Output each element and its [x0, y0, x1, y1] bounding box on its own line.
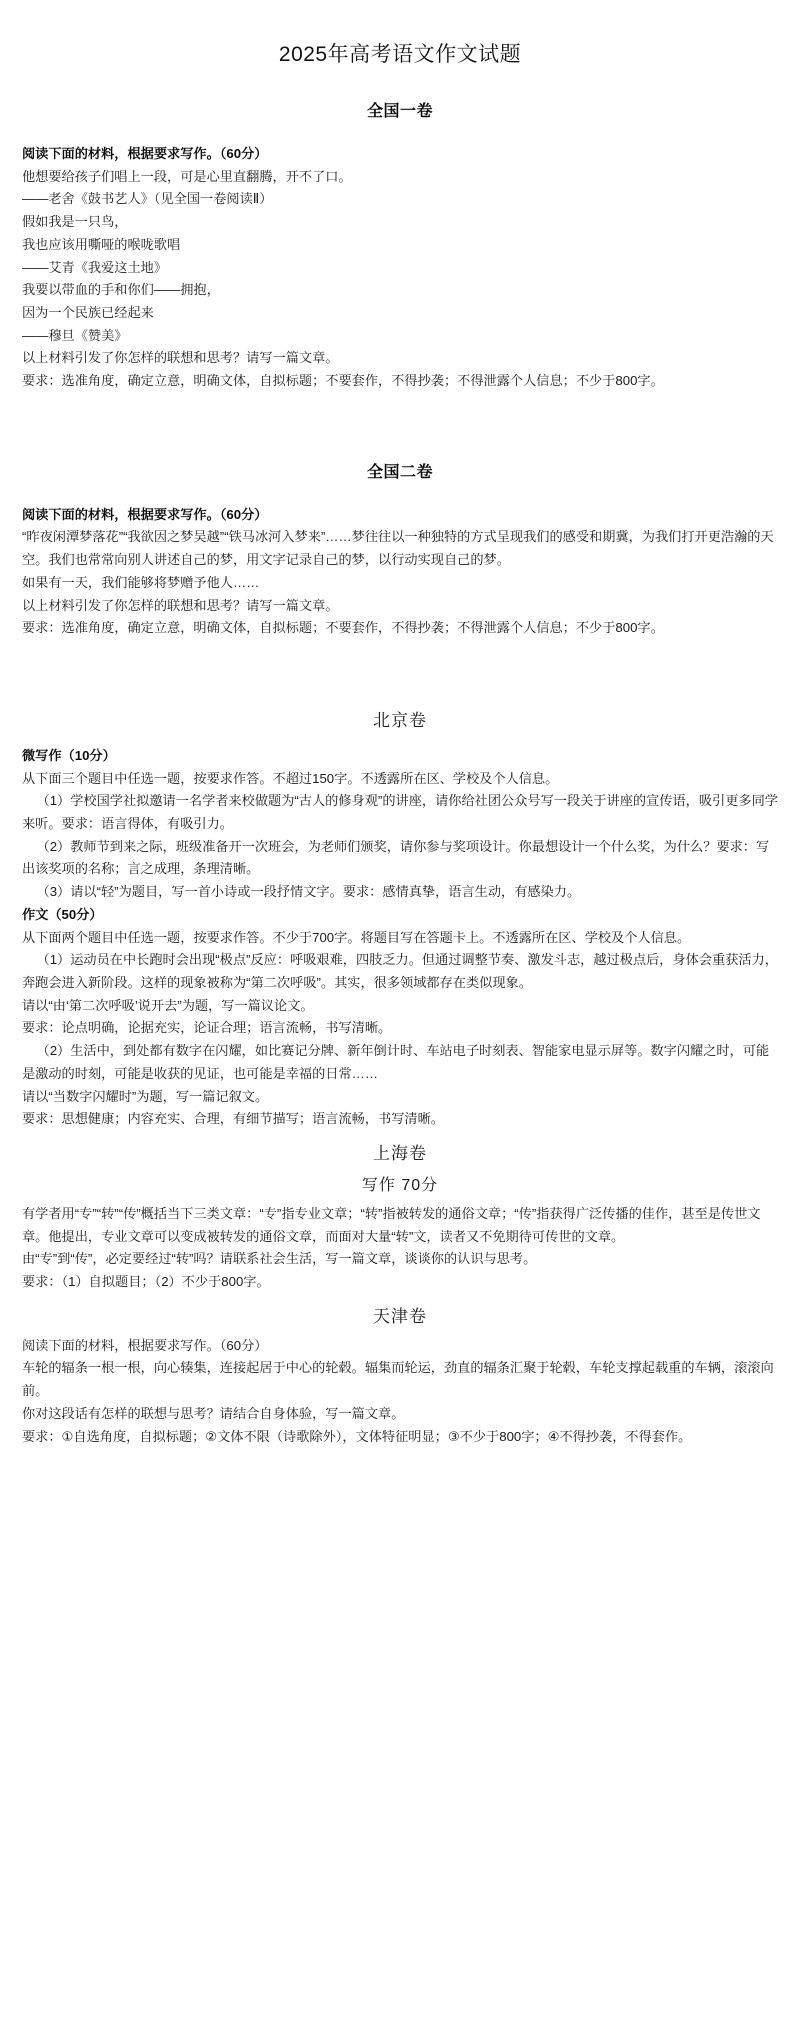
paper-line: 车轮的辐条一根一根，向心辏集，连接起居于中心的轮毂。辐集而轮运，劲直的辐条汇聚于轮毂，车轮支撑起载重的车辆，滚滚向前。	[22, 1360, 774, 1399]
paper-line: ——穆旦《赞美》	[22, 327, 128, 343]
paper-line: ——艾青《我爱这土地》	[22, 259, 168, 275]
prompt-heading-national-2: 阅读下面的材料，根据要求写作。（60分）	[22, 506, 268, 522]
micro-writing-intro: 从下面三个题目中任选一题，按要求作答。不超过150字。不透露所在区、学校及个人信息。	[22, 770, 559, 786]
spacer	[22, 1294, 778, 1302]
paper-section-national-1	[22, 98, 778, 393]
prompt-heading-national-1: 阅读下面的材料，根据要求写作。（60分）	[22, 146, 268, 161]
paper-line: ——老舍《鼓书艺人》（见全国一卷阅读Ⅱ）	[22, 191, 273, 207]
micro-writing-item-2: （2）教师节到来之际，班级准备开一次班会，为老师们颁奖，请你参与奖项设计。你最想设计一个什么奖，为什么？要求：写出该奖项的名称；言之成理，条理清晰。	[22, 838, 770, 877]
paper-line: 以上材料引发了你怎样的联想和思考？请写一篇文章。	[22, 350, 339, 366]
paper-line: 你对这段话有怎样的联想与思考？请结合自身体验，写一篇文章。	[22, 1405, 405, 1421]
spacer	[22, 731, 778, 745]
paper-requirements: 要求：（1）自拟题目；（2）不少于800字。	[22, 1274, 270, 1290]
essay-intro: 从下面两个题目中任选一题，按要求作答。不少于700字。将题目写在答题卡上。不透露所在区、学校及个人信息。	[22, 929, 691, 945]
page-title: 2025年高考语文作文试题	[278, 43, 522, 66]
paper-line: 假如我是一只鸟，	[22, 214, 128, 230]
essay-item-1: （1）运动员在中长跑时会出现“极点”反应：呼吸艰难，四肢乏力。但通过调整节奏、激发斗志，越过极点后，身体会重获活力，奔跑会进入新阶段。这样的现象被称为“第二次呼吸”。其实，很多领域都存在类似现象。	[22, 952, 778, 990]
paper-subtitle-shanghai: 写作 70分	[361, 1176, 439, 1194]
spacer	[22, 1131, 778, 1139]
spacer	[22, 121, 778, 143]
paper-title-tianjin: 天津卷	[373, 1306, 427, 1326]
section-heading-essay: 作文（50分）	[22, 906, 103, 922]
paper-line: 我也应该用嘶哑的喉咙歌唱	[22, 236, 181, 252]
micro-writing-item-3: （3）请以“轻”为题目，写一首小诗或一段抒情文字。要求：感情真挚，语言生动，有感染力。	[36, 884, 581, 900]
paper-line: 如果有一天，我们能够将梦赠予他人……	[22, 574, 260, 590]
paper-section-national-2	[22, 459, 778, 640]
micro-writing-item-1: （1）学校国学社拟邀请一名学者来校做题为“古人的修身观”的讲座，请你给社团公众号写一段关于讲座的宣传语，吸引更多同学来听。要求：语言得体，有吸引力。	[22, 793, 778, 832]
spacer	[22, 482, 778, 504]
paper-title-national-1: 全国一卷	[366, 103, 433, 120]
spacer	[22, 393, 778, 459]
paper-requirements: 要求：选准角度，确定立意，明确文体，自拟标题；不要套作，不得抄袭；不得泄露个人信息；不少于800字。	[22, 620, 664, 636]
paper-line: 他想要给孩子们唱上一段，可是心里直翻腾，开不了口。	[22, 168, 352, 184]
paper-line: 以上材料引发了你怎样的联想和思考？请写一篇文章。	[22, 597, 339, 613]
paper-line: 由“专”到“传”，必定要经过“转”吗？请联系社会生活，写一篇文章，谈谈你的认识与思考。	[22, 1251, 537, 1267]
paper-requirements: 要求：选准角度，确定立意，明确文体，自拟标题；不要套作，不得抄袭；不得泄露个人信息；不少于800字。	[22, 373, 664, 389]
paper-section-tianjin	[22, 1302, 778, 1449]
paper-section-beijing	[22, 706, 778, 1131]
paper-title-shanghai: 上海卷	[373, 1143, 427, 1163]
paper-title-beijing: 北京卷	[373, 710, 427, 730]
spacer	[22, 68, 778, 98]
paper-title-national-2: 全国二卷	[366, 463, 433, 481]
paper-line: 因为一个民族已经起来	[22, 304, 154, 320]
paper-line: 有学者用“专”“转”“传”概括当下三类文章：“专”指专业文章；“转”指被转发的通俗文章；“传”指获得广泛传播的佳作，甚至是传世文章。他提出，专业文章可以变成被转发的通俗文章，而面对大量“转”文，读者又不免期待可传世的文章。	[22, 1205, 761, 1244]
paper-requirements: 要求：①自选角度，自拟标题；②文体不限（诗歌除外），文体特征明显；③不少于800字；④不得抄袭，不得套作。	[22, 1428, 692, 1444]
essay-item-2: （2）生活中，到处都有数字在闪耀，如比赛记分牌、新年倒计时、车站电子时刻表、智能家电显示屏等。数字闪耀之时，可能是激动的时刻，可能是收获的见证，也可能是幸福的日常……	[22, 1043, 770, 1081]
paper-section-shanghai	[22, 1139, 778, 1294]
essay-item-2-task: 请以“当数字闪耀时”为题，写一篇记叙文。	[22, 1088, 269, 1104]
paper-line: “昨夜闲潭梦落花”“我欲因之梦吴越”“铁马冰河入梦来”……梦往往以一种独特的方式呈现我们的感受和期冀，为我们打开更浩瀚的天空。我们也常常向别人讲述自己的梦，用文字记录自己的梦，以行动实现自己的梦。	[22, 529, 774, 568]
essay-item-1-requirements: 要求：论点明确，论据充实，论证合理；语言流畅，书写清晰。	[22, 1020, 392, 1036]
spacer	[22, 640, 778, 706]
spacer	[22, 1195, 778, 1203]
prompt-heading-tianjin: 阅读下面的材料，根据要求写作。（60分）	[22, 1337, 268, 1353]
essay-item-2-requirements: 要求：思想健康；内容充实、合理，有细节描写；语言流畅，书写清晰。	[22, 1111, 444, 1127]
essay-item-1-task: 请以“由‘第二次呼吸’说开去”为题，写一篇议论文。	[22, 997, 314, 1013]
spacer	[22, 1164, 778, 1172]
paper-line: 我要以带血的手和你们——拥抱，	[22, 282, 220, 298]
section-heading-micro-writing: 微写作（10分）	[22, 747, 116, 763]
spacer	[22, 1327, 778, 1335]
